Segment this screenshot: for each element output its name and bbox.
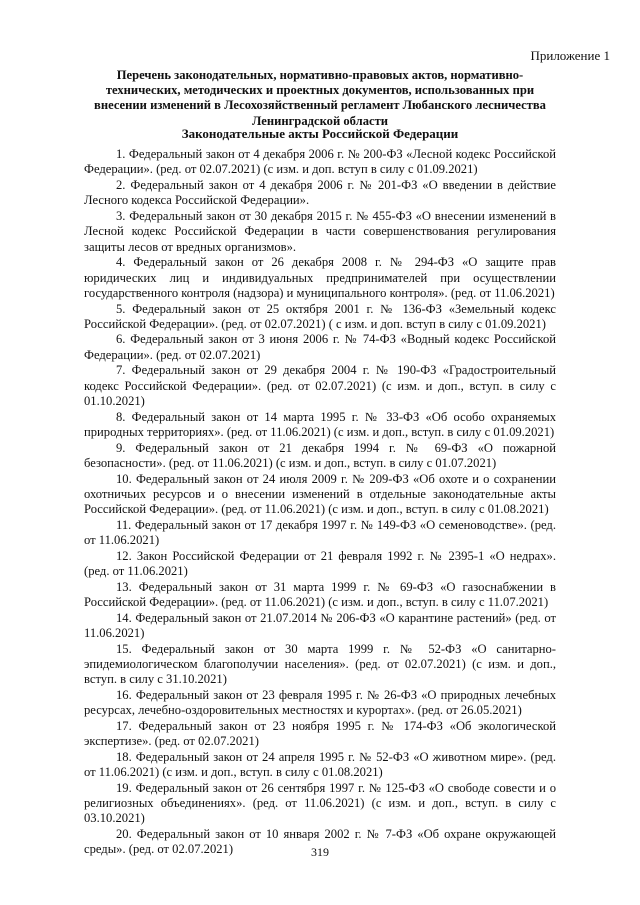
- list-item: 10. Федеральный закон от 24 июля 2009 г. № 209-ФЗ «Об охоте и о сохранении охотничьих ресурсов и о внесении изменений в отдельные законодательные акты Российской Федерации». (ред. от 11.06.2021) (с изм. и доп., вступ. в силу с 01.08.2021): [84, 471, 556, 517]
- page-number: 319: [311, 845, 329, 859]
- list-item: 13. Федеральный закон от 31 марта 1999 г. № 69-ФЗ «О газоснабжении в Российской Федерации». (ред. от 11.06.2021) (с изм. и доп., вступ. в силу с 11.07.2021): [84, 579, 556, 610]
- list-item: 6. Федеральный закон от 3 июня 2006 г. № 74-ФЗ «Водный кодекс Российской Федерации». (ред. от 02.07.2021): [84, 332, 556, 362]
- list-item: 12. Закон Российской Федерации от 21 февраля 1992 г. № 2395-1 «О недрах». (ред. от 11.06.2021): [84, 548, 556, 579]
- list-item: 11. Федеральный закон от 17 декабря 1997 г. № 149-ФЗ «О семеноводстве». (ред. от 11.06.2021): [84, 517, 556, 548]
- appendix-label: Приложение 1: [530, 48, 610, 63]
- law-list: [84, 147, 556, 858]
- list-item: 1. Федеральный закон от 4 декабря 2006 г. № 200-ФЗ «Лесной кодекс Российской Федерации». (ред. от 02.07.2021) (с изм. и доп. вступ в силу с 01.09.2021): [84, 147, 556, 177]
- list-item: 15. Федеральный закон от 30 марта 1999 г. № 52-ФЗ «О санитарно-эпидемиологическом благополучии населения». (ред. от 02.07.2021) (с изм. и доп., вступ. в силу с 31.10.2021): [84, 641, 556, 687]
- list-item: 7. Федеральный закон от 29 декабря 2004 г. № 190-ФЗ «Градостроительный кодекс Российской Федерации». (ред. от 02.07.2021) (с изм. и доп., вступ. в силу с 01.10.2021): [84, 363, 556, 409]
- list-item: 18. Федеральный закон от 24 апреля 1995 г. № 52-ФЗ «О животном мире». (ред. от 11.06.2021) (с изм. и доп., вступ. в силу с 01.08.2021): [84, 749, 556, 780]
- list-item: 8. Федеральный закон от 14 марта 1995 г. № 33-ФЗ «Об особо охраняемых природных территориях». (ред. от 11.06.2021) (с изм. и доп., вступ. в силу с 01.09.2021): [84, 409, 556, 440]
- list-item: 17. Федеральный закон от 23 ноября 1995 г. № 174-ФЗ «Об экологической экспертизе». (ред. от 02.07.2021): [84, 718, 556, 749]
- document-title: Перечень законодательных, нормативно-правовых актов, нормативно-технических, методических и проектных документов, использованных при внесении изменений в Лесохозяйственный регламент Любанского лесничества Ленинградской области: [94, 68, 546, 128]
- list-item: 14. Федеральный закон от 21.07.2014 № 206-ФЗ «О карантине растений» (ред. от 11.06.2021): [84, 610, 556, 641]
- list-item: 19. Федеральный закон от 26 сентября 1997 г. № 125-ФЗ «О свободе совести и о религиозных объединениях». (ред. от 11.06.2021) (с изм. и доп., вступ. в силу с 03.10.2021): [84, 780, 556, 826]
- list-item: 4. Федеральный закон от 26 декабря 2008 г. № 294-ФЗ «О защите прав юридических лиц и индивидуальных предпринимателей при осуществлении государственного контроля (надзора) и муниципального контроля». (ред. от 11.06.2021): [84, 255, 556, 301]
- list-item: 20. Федеральный закон от 10 января 2002 г. № 7-ФЗ «Об охране окружающей среды». (ред. от 02.07.2021): [84, 826, 556, 857]
- list-item: 16. Федеральный закон от 23 февраля 1995 г. № 26-ФЗ «О природных лечебных ресурсах, лечебно-оздоровительных местностях и курортах». (ред. от 26.05.2021): [84, 687, 556, 718]
- list-item: 5. Федеральный закон от 25 октября 2001 г. № 136-ФЗ «Земельный кодекс Российской Федерации». (ред. от 02.07.2021) ( с изм. и доп. вступ в силу с 01.09.2021): [84, 301, 556, 331]
- section-heading: Законодательные акты Российской Федерации: [181, 126, 459, 141]
- list-item: 9. Федеральный закон от 21 декабря 1994 г. № 69-ФЗ «О пожарной безопасности». (ред. от 11.06.2021) (с изм. и доп., вступ. в силу с 01.07.2021): [84, 440, 556, 471]
- list-item: 3. Федеральный закон от 30 декабря 2015 г. № 455-ФЗ «О внесении изменений в Лесной кодекс Российской Федерации в части совершенствования регулирования защиты лесов от вредных организмов».: [84, 208, 556, 254]
- list-item: 2. Федеральный закон от 4 декабря 2006 г. № 201-ФЗ «О введении в действие Лесного кодекса Российской Федерации».: [84, 177, 556, 208]
